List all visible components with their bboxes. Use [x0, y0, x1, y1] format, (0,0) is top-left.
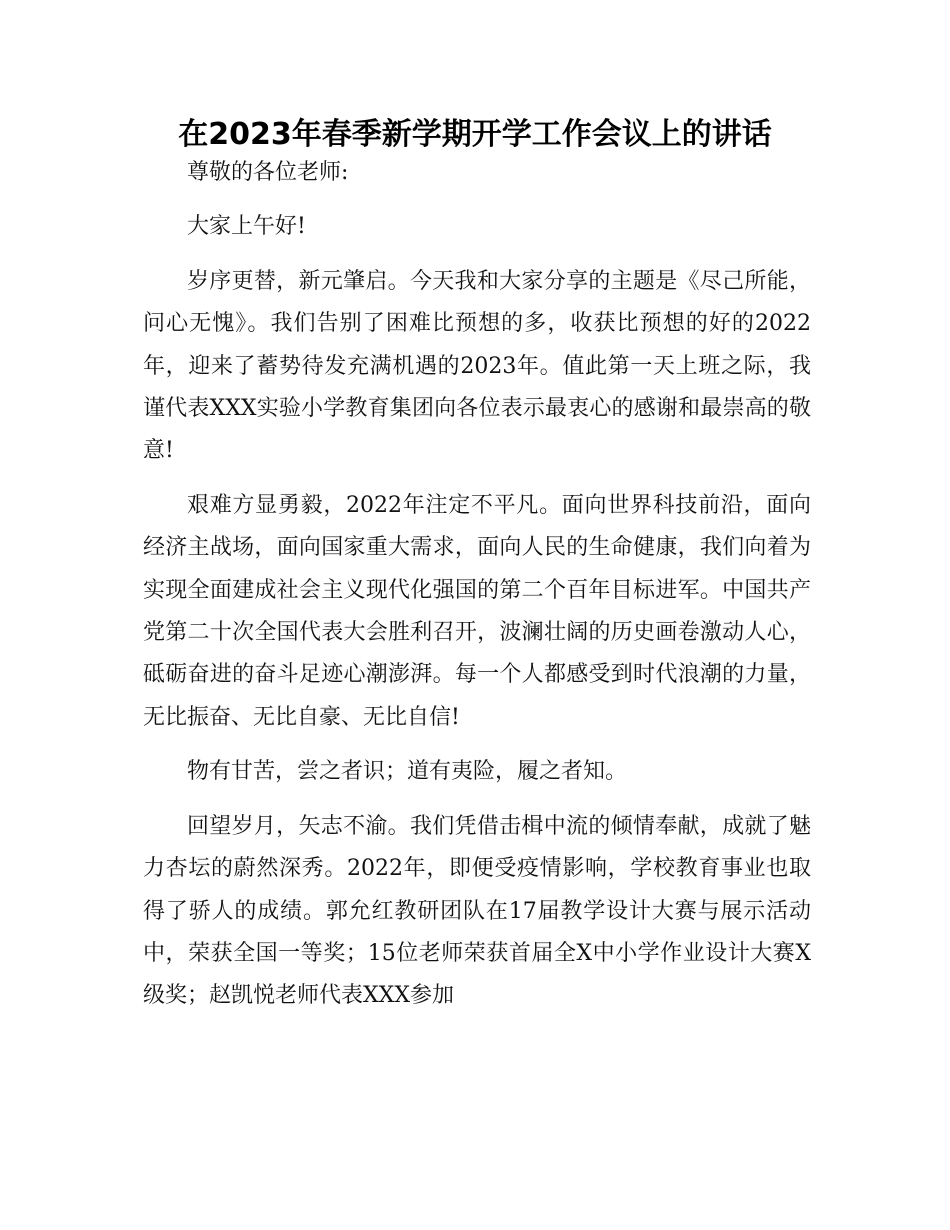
greeting-paragraph: 大家上午好! — [187, 214, 306, 240]
document-title: 在2023年春季新学期开学工作会议上的讲话 — [178, 117, 772, 152]
document-body — [143, 152, 811, 1030]
body-paragraph: 岁序更替，新元肇启。今天我和大家分享的主题是《尽己所能，问心无愧》。我们告别了困难比预想的多，收获比预想的好的2022年，迎来了蓄势待发充满机遇的2023年。值此第一天上班之际，我谨代表XXX实验小学教育集团向各位表示最衷心的感谢和最崇高的敬意! — [143, 268, 811, 464]
body-paragraph: 物有甘苦，尝之者识；道有夷险，履之者知。 — [187, 759, 628, 785]
body-paragraph: 回望岁月，矢志不渝。我们凭借击楫中流的倾情奉献，成就了魅力杏坛的蔚然深秀。2022年，即便受疫情影响，学校教育事业也取得了骄人的成绩。郭允红教研团队在17届教学设计大赛与展示活动中，荣获全国一等奖；15位老师荣获首届全X中小学作业设计大赛X级奖；赵凯悦老师代表XXX参加 — [143, 813, 811, 1009]
body-paragraph: 艰难方显勇毅，2022年注定不平凡。面向世界科技前沿，面向经济主战场，面向国家重大需求，面向人民的生命健康，我们向着为实现全面建成社会主义现代化强国的第二个百年目标进军。中国共产党第二十次全国代表大会胜利召开，波澜壮阔的历史画卷激动人心，砥砺奋进的奋斗足迹心潮澎湃。每一个人都感受到时代浪潮的力量，无比振奋、无比自豪、无比自信! — [143, 492, 811, 730]
salutation-paragraph: 尊敬的各位老师: — [187, 160, 349, 185]
